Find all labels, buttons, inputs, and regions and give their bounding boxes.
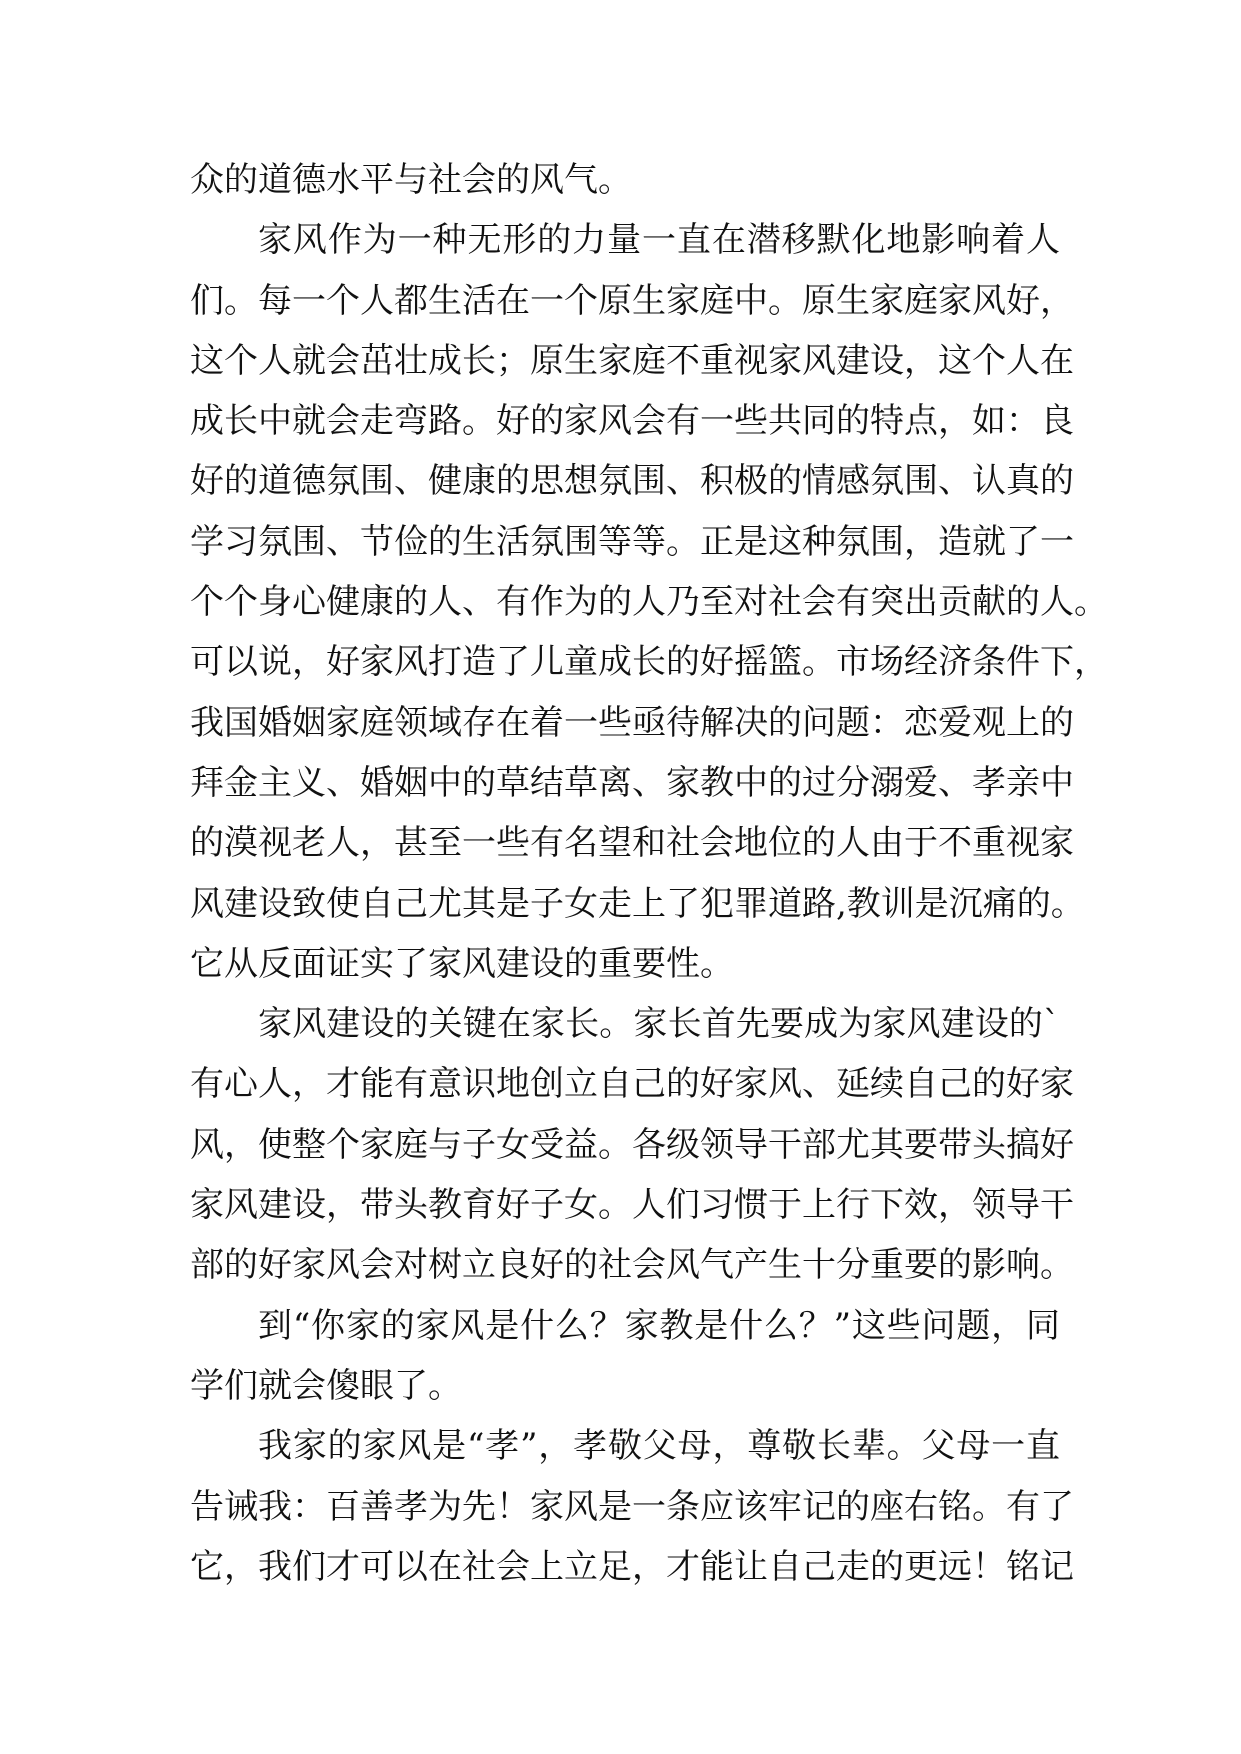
- text-line: 成长中就会走弯路。好的家风会有一些共同的特点，如：良: [190, 401, 1074, 442]
- text-line: 告诫我：百善孝为先！家风是一条应该牢记的座右铭。有了: [190, 1486, 1074, 1527]
- text-line: 它从反面证实了家风建设的重要性。: [190, 943, 734, 984]
- text-line: 学们就会傻眼了。: [190, 1365, 462, 1406]
- paragraph-first-line: 我家的家风是“孝”，孝敬父母，尊敬长辈。父母一直: [258, 1426, 1060, 1467]
- text-line: 这个人就会茁壮成长；原生家庭不重视家风建设，这个人在: [190, 340, 1074, 381]
- text-line: 它，我们才可以在社会上立足，才能让自己走的更远！铭记: [190, 1546, 1074, 1587]
- body-text: [190, 150, 1108, 1597]
- text-line: 众的道德水平与社会的风气。: [190, 160, 632, 200]
- text-line: 可以说，好家风打造了儿童成长的好摇篮。市场经济条件下，: [190, 642, 1108, 683]
- text-line: 我国婚姻家庭领域存在着一些亟待解决的问题：恋爱观上的: [190, 702, 1074, 743]
- text-line: 的漠视老人，甚至一些有名望和社会地位的人由于不重视家: [190, 823, 1074, 864]
- paragraph-first-line: 到“你家的家风是什么？家教是什么？”这些问题，同: [258, 1305, 1060, 1346]
- text-line: 拜金主义、婚姻中的草结草离、家教中的过分溺爱、孝亲中: [190, 762, 1074, 803]
- text-line: 家风建设，带头教育好子女。人们习惯于上行下效，领导干: [190, 1185, 1074, 1226]
- text-line: 部的好家风会对树立良好的社会风气产生十分重要的影响。: [190, 1245, 1074, 1286]
- text-line: 个个身心健康的人、有作为的人乃至对社会有突出贡献的人。: [190, 582, 1108, 623]
- paragraph-first-line: 家风作为一种无形的力量一直在潜移默化地影响着人: [258, 220, 1060, 261]
- text-line: 们。每一个人都生活在一个原生家庭中。原生家庭家风好，: [190, 280, 1074, 321]
- paragraph-first-line: 家风建设的关键在家长。家长首先要成为家风建设的`: [258, 1004, 1060, 1045]
- text-line: 风，使整个家庭与子女受益。各级领导干部尤其要带头搞好: [190, 1124, 1074, 1165]
- text-line: 风建设致使自己尤其是子女走上了犯罪道路,教训是沉痛的。: [190, 883, 1085, 924]
- text-line: 学习氛围、节俭的生活氛围等等。正是这种氛围，造就了一: [190, 521, 1074, 562]
- text-line: 有心人，才能有意识地创立自己的好家风、延续自己的好家: [190, 1064, 1074, 1105]
- text-line: 好的道德氛围、健康的思想氛围、积极的情感氛围、认真的: [190, 461, 1074, 502]
